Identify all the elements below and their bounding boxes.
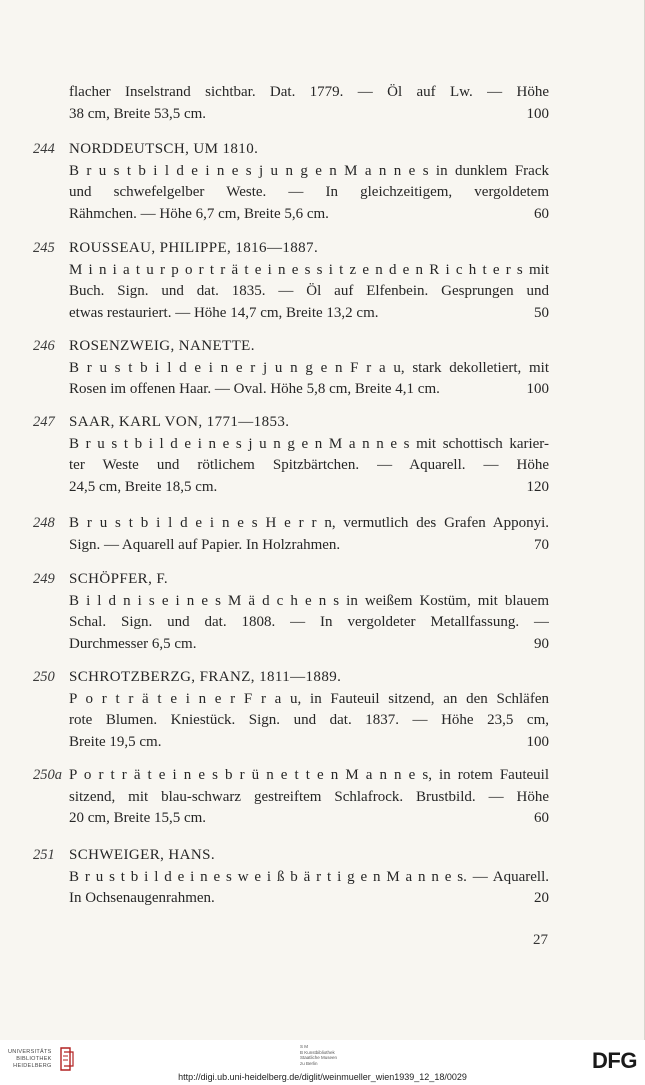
- entry-line-text: In Ochsenaugenrahmen.: [69, 890, 215, 906]
- entry-line-with-price: [69, 379, 549, 401]
- entry-line: B r u s t b i l d e i n e r j u n g e n F r a u, stark dekolletiert, mit: [69, 359, 549, 376]
- entry-line-text: Rähmchen. — Höhe 6,7 cm, Breite 5,6 cm.: [69, 205, 329, 222]
- entry-line-with-price: [69, 204, 549, 226]
- entry-line: B r u s t b i l d e i n e s j u n g e n M a n n e s mit schottisch karier-: [69, 435, 549, 452]
- entry-price: 70: [534, 536, 549, 553]
- entry-price: 90: [534, 635, 549, 652]
- artist-heading: ROSENZWEIG, NANETTE.: [69, 338, 255, 354]
- entry-number: 246: [33, 338, 55, 354]
- entry-line: Schal. Sign. und dat. 1808. — In vergoldeter Metallfassung. —: [69, 614, 549, 630]
- catalog-entry-248: [0, 513, 645, 556]
- entry-text: [69, 139, 549, 225]
- entry-text: [69, 569, 549, 655]
- catalog-entry-250: [0, 667, 645, 753]
- entry-line-text: 24,5 cm, Breite 18,5 cm.: [69, 478, 218, 495]
- entry-number: 247: [33, 414, 55, 430]
- entry-line-with-price: [69, 888, 549, 910]
- entry-price: 20: [534, 890, 549, 906]
- catalog-entry-251: [0, 845, 645, 910]
- entry-price: 120: [526, 478, 549, 495]
- dfg-logo[interactable]: DFG: [592, 1048, 637, 1073]
- entry-line-text: Durchmesser 6,5 cm.: [69, 635, 197, 652]
- entry-line-text: 20 cm, Breite 15,5 cm.: [69, 810, 207, 826]
- entry-text: [69, 667, 549, 753]
- entry-line-with-price: [69, 808, 549, 830]
- artist-heading: SAAR, KARL VON, 1771—1853.: [69, 414, 290, 430]
- artist-heading: SCHÖPFER, F.: [69, 571, 169, 587]
- catalog-entry-249: [0, 569, 645, 655]
- entry-price: 60: [534, 205, 549, 222]
- permalink-url[interactable]: http://digi.ub.uni-heidelberg.de/diglit/weinmueller_wien1939_12_18/0029: [178, 1072, 467, 1082]
- entry-line-text: Sign. — Aquarell auf Papier. In Holzrahmen.: [69, 536, 341, 553]
- entry-number: 249: [33, 571, 55, 587]
- entry-line-with-price: [69, 634, 549, 656]
- university-library-logo[interactable]: [8, 1046, 76, 1072]
- entry-line-with-price: [69, 477, 549, 499]
- staatliche-museen-logo[interactable]: S M B Kunstbibliothek Staatliche Museen zu Berlin: [300, 1044, 338, 1066]
- entry-text: [69, 238, 549, 324]
- entry-line: und schwefelgelber Weste. — In gleichzeitigem, vergoldetem: [69, 184, 549, 200]
- entry-line: flacher Inselstrand sichtbar. Dat. 1779. — Öl auf Lw. — Höhe: [69, 84, 549, 100]
- page-number: 27: [533, 932, 548, 948]
- entry-text: [69, 765, 549, 830]
- entry-line: B r u s t b i l d e i n e s j u n g e n M a n n e s in dunklem Frack: [69, 162, 549, 179]
- artist-heading: ROUSSEAU, PHILIPPE, 1816—1887.: [69, 240, 319, 256]
- entry-text: [69, 336, 549, 401]
- entry-text: [69, 82, 549, 125]
- entry-line-text: Breite 19,5 cm.: [69, 733, 162, 750]
- university-library-name: UNIVERSITÄTS BIBLIOTHEK HEIDELBERG: [8, 1048, 52, 1069]
- digitization-footer: [0, 1040, 645, 1085]
- entry-price: 50: [534, 304, 549, 321]
- artist-heading: SCHWEIGER, HANS.: [69, 847, 215, 863]
- entry-price: 100: [526, 733, 549, 750]
- entry-line: B r u s t b i l d e i n e s H e r r n, vermutlich des Grafen Apponyi.: [69, 515, 549, 531]
- artist-heading: SCHROTZBERZG, FRANZ, 1811—1889.: [69, 669, 342, 685]
- entry-line-with-price: [69, 535, 549, 557]
- entry-line: P o r t r ä t e i n e s b r ü n e t t e n M a n n e s, in rotem Fauteuil: [69, 767, 549, 783]
- heidelberg-library-logo-icon: [58, 1046, 76, 1072]
- entry-line-text: Rosen im offenen Haar. — Oval. Höhe 5,8 cm, Breite 4,1 cm.: [69, 381, 440, 397]
- entry-number: 244: [33, 141, 55, 157]
- entry-text: [69, 513, 549, 556]
- entry-number: 248: [33, 515, 55, 531]
- entry-number: 245: [33, 240, 55, 256]
- artist-heading: NORDDEUTSCH, UM 1810.: [69, 141, 259, 157]
- entry-text: [69, 845, 549, 910]
- entry-number: 251: [33, 847, 55, 863]
- entry-line: sitzend, mit blau-schwarz gestreiftem Schlafrock. Brustbild. — Höhe: [69, 788, 549, 805]
- entry-line: M i n i a t u r p o r t r ä t e i n e s s i t z e n d e n R i c h t e r s mit: [69, 261, 549, 278]
- entry-line: Buch. Sign. und dat. 1835. — Öl auf Elfenbein. Gesprungen und: [69, 283, 549, 299]
- entry-line-with-price: [69, 104, 549, 126]
- entry-line-text: etwas restauriert. — Höhe 14,7 cm, Breite 13,2 cm.: [69, 304, 379, 321]
- entry-line: P o r t r ä t e i n e r F r a u, in Fauteuil sitzend, an den Schläfen: [69, 690, 549, 707]
- entry-price: 100: [526, 381, 549, 397]
- entry-price: 60: [534, 810, 549, 826]
- catalog-entry-250a: [0, 765, 645, 830]
- catalog-entry-246: [0, 336, 645, 401]
- entry-text: [69, 412, 549, 498]
- entry-line-with-price: [69, 732, 549, 754]
- entry-line: B i l d n i s e i n e s M ä d c h e n s in weißem Kostüm, mit blauem: [69, 592, 549, 609]
- entry-line: ter Weste und rötlichem Spitzbärtchen. — Aquarell. — Höhe: [69, 457, 549, 473]
- entry-line: B r u s t b i l d e i n e s w e i ß b ä r t i g e n M a n n e s. — Aquarell.: [69, 868, 549, 885]
- catalog-entry-247: [0, 412, 645, 498]
- entry-price: 100: [526, 105, 549, 122]
- entry-line-with-price: [69, 303, 549, 325]
- catalog-entry-continued: [0, 82, 645, 125]
- entry-number: 250a: [33, 767, 62, 783]
- entry-line: rote Blumen. Kniestück. Sign. und dat. 1837. — Höhe 23,5 cm,: [69, 712, 549, 728]
- entry-number: 250: [33, 669, 55, 685]
- catalog-entry-245: [0, 238, 645, 324]
- catalog-entry-244: [0, 139, 645, 225]
- entry-line-text: 38 cm, Breite 53,5 cm.: [69, 105, 207, 122]
